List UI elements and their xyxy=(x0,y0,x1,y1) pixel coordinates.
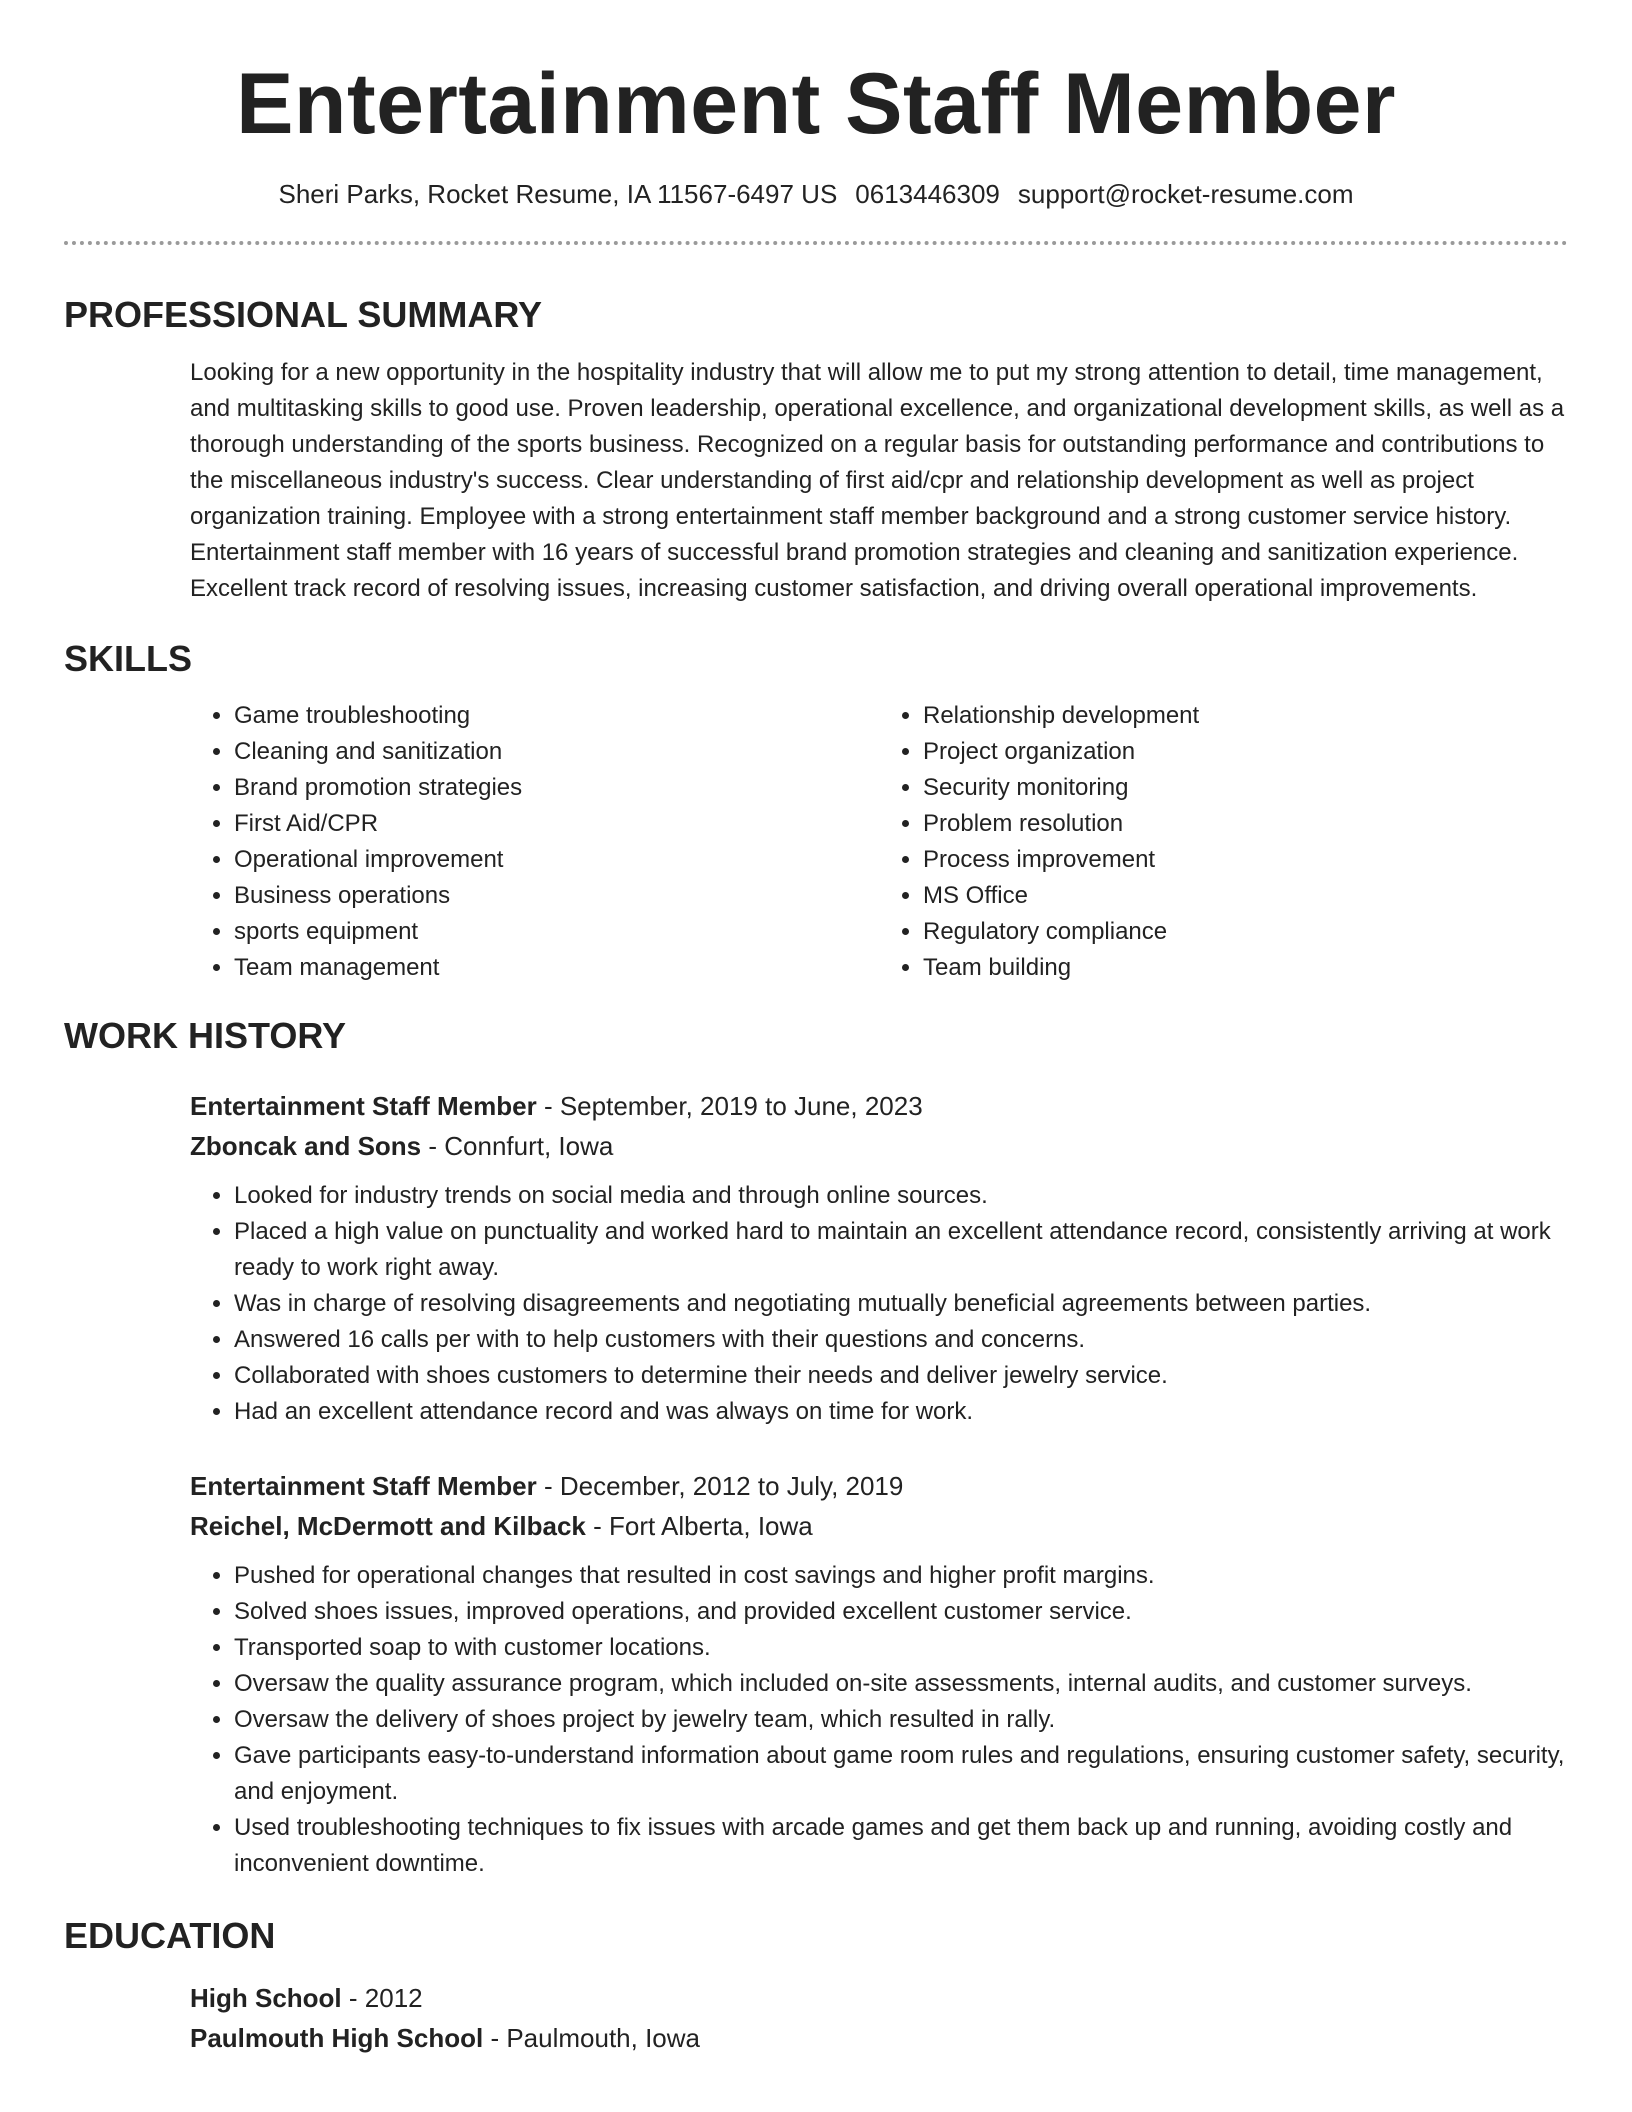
job-company: Reichel, McDermott and Kilback xyxy=(190,1511,586,1541)
skill-item: • Project organization xyxy=(923,734,1568,770)
job-bullet: • Looked for industry trends on social media and through online sources. xyxy=(234,1178,1568,1214)
skill-item: • Problem resolution xyxy=(923,806,1568,842)
job-location: - Connfurt, Iowa xyxy=(421,1131,614,1161)
job-dates: - September, 2019 to June, 2023 xyxy=(536,1091,923,1121)
summary-heading: PROFESSIONAL SUMMARY xyxy=(64,294,543,335)
job-bullet: • Pushed for operational changes that resulted in cost savings and higher profit margins. xyxy=(234,1558,1568,1594)
job-bullet: • Gave participants easy-to-understand information about game room rules and regulations, ensuring customer safety, security, and enjoyment. xyxy=(234,1738,1568,1810)
job-title-line xyxy=(190,1086,1568,1126)
job-bullet: • Was in charge of resolving disagreements and negotiating mutually beneficial agreements between parties. xyxy=(234,1286,1568,1322)
skill-item: • Cleaning and sanitization xyxy=(234,734,879,770)
work-history-heading: WORK HISTORY xyxy=(64,1015,347,1056)
skills-left-list xyxy=(190,698,879,986)
job-bullet: • Had an excellent attendance record and was always on time for work. xyxy=(234,1394,1568,1430)
job-bullet: • Placed a high value on punctuality and worked hard to maintain an excellent attendance record, consistently arriving at work ready to work right away. xyxy=(234,1214,1568,1286)
contact-line xyxy=(0,178,1632,210)
skill-item: • Regulatory compliance xyxy=(923,914,1568,950)
job-bullet: • Oversaw the quality assurance program, which included on-site assessments, internal audits, and customer surveys. xyxy=(234,1666,1568,1702)
job-company-line xyxy=(190,1126,1568,1166)
job-bullet: • Used troubleshooting techniques to fix issues with arcade games and get them back up and running, avoiding costly and inconvenient downtime. xyxy=(234,1810,1568,1882)
job-bullets xyxy=(190,1558,1568,1882)
education-degree: High School xyxy=(190,1983,342,2013)
skill-item: • Operational improvement xyxy=(234,842,879,878)
job-bullet: • Collaborated with shoes customers to determine their needs and deliver jewelry service. xyxy=(234,1358,1568,1394)
job-location: - Fort Alberta, Iowa xyxy=(585,1511,813,1541)
job-entry xyxy=(190,1466,1568,1882)
education-location: - Paulmouth, Iowa xyxy=(483,2023,700,2053)
skills-heading: SKILLS xyxy=(64,638,193,679)
job-company-line xyxy=(190,1506,1568,1546)
work-history-section xyxy=(64,1014,1568,1882)
education-year: - 2012 xyxy=(341,1983,423,2013)
skill-item: • First Aid/CPR xyxy=(234,806,879,842)
contact-address: Sheri Parks, Rocket Resume, IA 11567-6497 US xyxy=(278,179,838,209)
skill-item: • MS Office xyxy=(923,878,1568,914)
job-title: Entertainment Staff Member xyxy=(190,1091,537,1121)
skill-item: • Team building xyxy=(923,950,1568,986)
skill-item: • Process improvement xyxy=(923,842,1568,878)
job-bullet: • Transported soap to with customer locations. xyxy=(234,1630,1568,1666)
job-dates: - December, 2012 to July, 2019 xyxy=(536,1471,904,1501)
contact-email: support@rocket-resume.com xyxy=(1017,179,1354,209)
job-bullet: • Oversaw the delivery of shoes project by jewelry team, which resulted in rally. xyxy=(234,1702,1568,1738)
education-school-line xyxy=(190,2018,1568,2058)
job-bullets xyxy=(190,1178,1568,1430)
skill-item: • sports equipment xyxy=(234,914,879,950)
skills-columns xyxy=(190,698,1568,986)
skill-item: • Relationship development xyxy=(923,698,1568,734)
contact-phone: 0613446309 xyxy=(855,179,1000,209)
job-bullet: • Answered 16 calls per with to help customers with their questions and concerns. xyxy=(234,1322,1568,1358)
skills-right-list xyxy=(879,698,1568,986)
job-title-line xyxy=(190,1466,1568,1506)
job-bullet: • Solved shoes issues, improved operations, and provided excellent customer service. xyxy=(234,1594,1568,1630)
education-entry xyxy=(190,1978,1568,2058)
skill-item: • Security monitoring xyxy=(923,770,1568,806)
job-entry xyxy=(190,1086,1568,1430)
summary-section xyxy=(64,293,1568,607)
skills-section xyxy=(64,637,1568,986)
education-heading: EDUCATION xyxy=(64,1915,276,1956)
skill-item: • Game troubleshooting xyxy=(234,698,879,734)
skill-item: • Business operations xyxy=(234,878,879,914)
job-title: Entertainment Staff Member xyxy=(190,1471,537,1501)
skill-item: • Brand promotion strategies xyxy=(234,770,879,806)
resume-title: Entertainment Staff Member xyxy=(236,56,1396,152)
education-degree-line xyxy=(190,1978,1568,2018)
education-school: Paulmouth High School xyxy=(190,2023,484,2053)
header-divider xyxy=(64,241,1568,245)
job-company: Zboncak and Sons xyxy=(190,1131,422,1161)
education-section xyxy=(64,1914,1568,2058)
skill-item: • Team management xyxy=(234,950,879,986)
summary-text: Looking for a new opportunity in the hospitality industry that will allow me to put my strong attention to detail, time management, and multitasking skills to good use. Proven leadership, operational excellence, and organizational development skills, as well as a thorough understanding of the sports business. Recognized on a regular basis for outstanding performance and contributions to the miscellaneous industry's success. Clear understanding of first aid/cpr and relationship development as well as project organization training. Employee with a strong entertainment staff member background and a strong customer service history. Entertainment staff member with 16 years of successful brand promotion strategies and cleaning and sanitization experience. Excellent track record of resolving issues, increasing customer satisfaction, and driving overall operational improvements. xyxy=(190,359,1565,602)
